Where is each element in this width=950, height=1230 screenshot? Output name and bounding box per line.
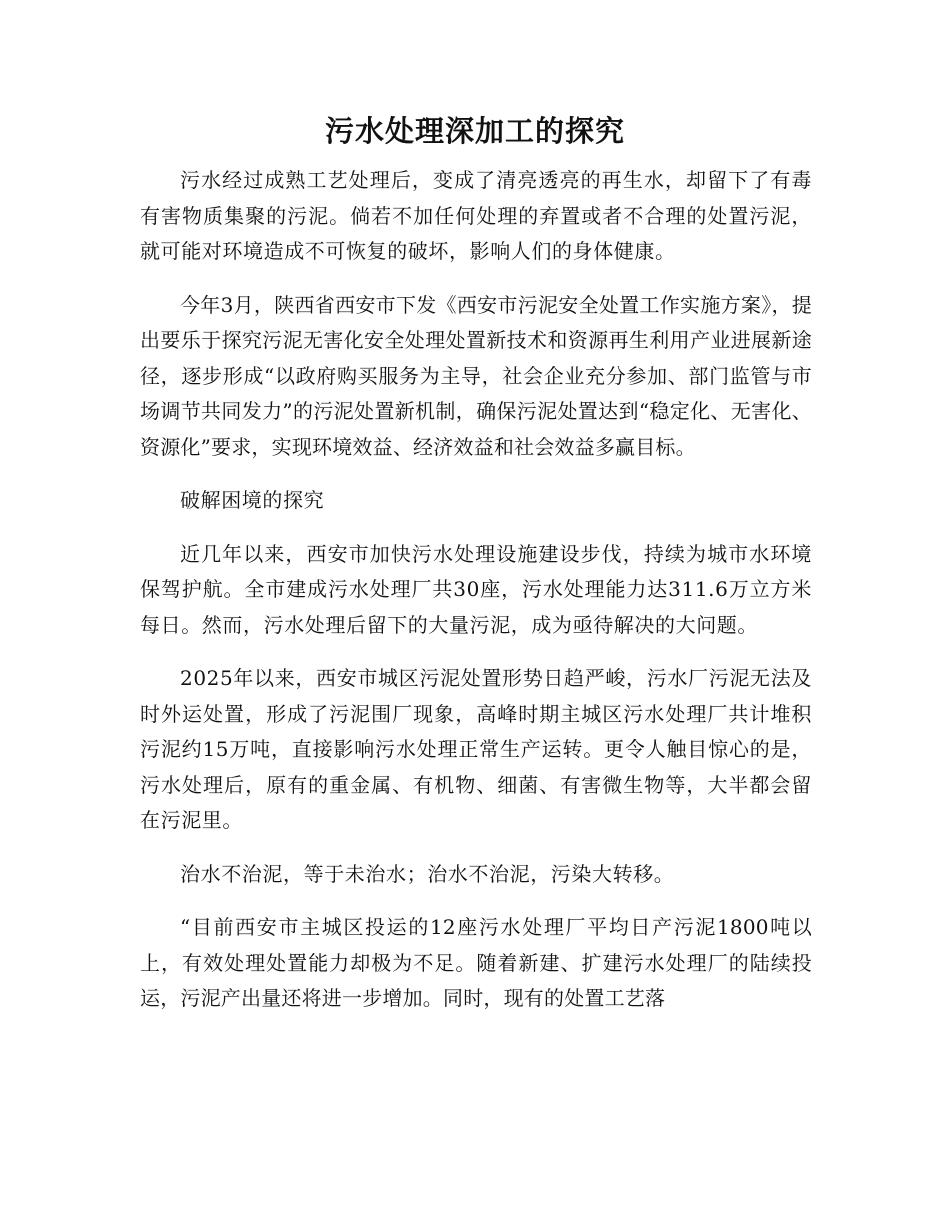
document-title: 污水处理深加工的探究: [324, 114, 625, 148]
paragraph-slogan: 治水不治泥，等于未治水；治水不治泥，污染大转移。: [180, 861, 675, 886]
section-heading: 破解困境的探究: [180, 488, 325, 512]
paragraph-capacity: 近几年以来，西安市加快污水处理设施建设步伐，持续为城市水环境保驾护航。全市建成污水处理厂共30座，污水处理能力达311.6万立方米每日。然而，污水处理后留下的大量污泥，成为亟待解决的大问题。: [140, 541, 812, 637]
document-body: [140, 163, 812, 1035]
paragraph-intro: 污水经过成熟工艺处理后，变成了清亮透亮的再生水，却留下了有毒有害物质集聚的污泥。倘若不加任何处理的弃置或者不合理的处置污泥，就可能对环境造成不可恢复的破坏，影响人们的身体健康。: [140, 168, 812, 263]
paragraph-situation: 2025年以来，西安市城区污泥处置形势日趋严峻，污水厂污泥无法及时外运处置，形成了污泥围厂现象，高峰时期主城区污水处理厂共计堆积污泥约15万吨，直接影响污水处理正常生产运转。更令人触目惊心的是，污水处理后，原有的重金属、有机物、细菌、有害微生物等，大半都会留在污泥里。: [140, 666, 812, 832]
paragraph-quote: “目前西安市主城区投运的12座污水处理厂平均日产污泥1800吨以上，有效处理处置能力却极为不足。随着新建、扩建污水处理厂的陆续投运，污泥产出量还将进一步增加。同时，现有的处置工艺落: [140, 915, 812, 1010]
paragraph-policy: 今年3月，陕西省西安市下发《西安市污泥安全处置工作实施方案》，提出要乐于探究污泥无害化安全处理处置新技术和资源再生利用产业进展新途径，逐步形成“以政府购买服务为主导，社会企业充分参加、部门监管与市场调节共同发力”的污泥处置新机制，确保污泥处置达到“稳定化、无害化、资源化”要求，实现环境效益、经济效益和社会效益多赢目标。: [140, 292, 812, 459]
